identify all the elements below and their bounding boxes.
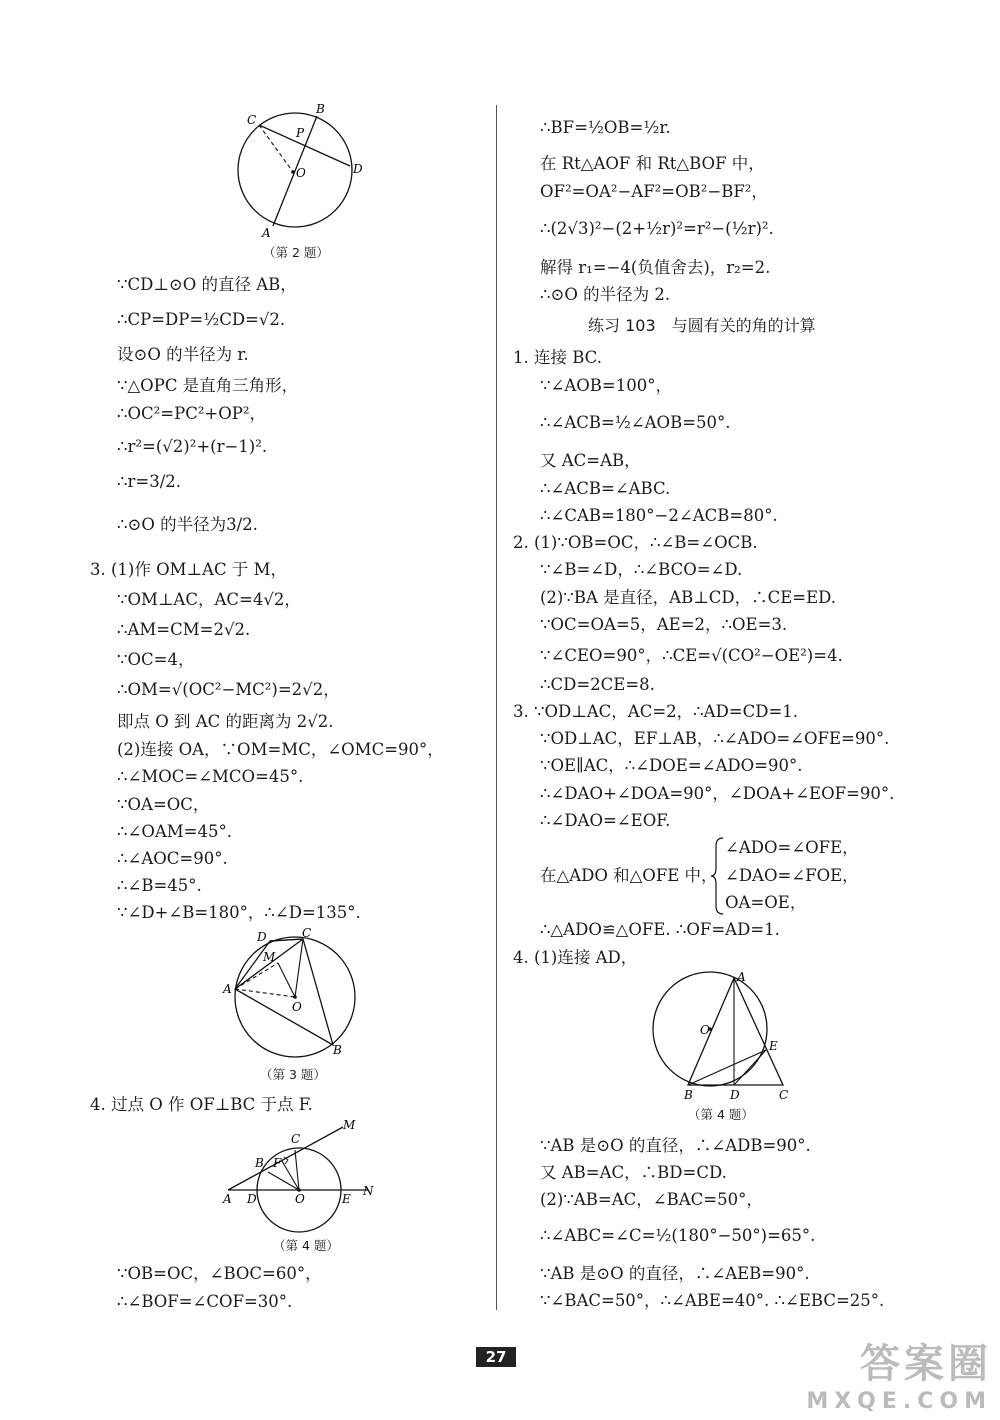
fig4l-label-C: C bbox=[291, 1132, 301, 1146]
text-line: ∴∠CAB=180°−2∠ACB=80°. bbox=[540, 506, 778, 525]
brace-prefix: 在△ADO 和△OFE 中， bbox=[540, 866, 718, 885]
text-line: ∴∠BOF=∠COF=30°. bbox=[117, 1292, 293, 1311]
fig2-label-C: C bbox=[247, 113, 257, 127]
text-line: ∵∠AOB=100°， bbox=[540, 376, 672, 395]
brace-line: ∠DAO=∠FOE， bbox=[725, 866, 859, 885]
text-line: ∴∠OAM=45°. bbox=[117, 822, 232, 841]
text-line: ∴△ADO≌△OFE. ∴OF=AD=1. bbox=[540, 920, 780, 939]
brace-line: ∠ADO=∠OFE， bbox=[725, 838, 859, 857]
fig3-label-M: M bbox=[263, 950, 276, 964]
fig2-label-O: O bbox=[296, 166, 306, 180]
question-2: 2. (1)∵OB=OC，∴∠B=∠OCB. bbox=[513, 533, 758, 552]
fig4l-label-D: D bbox=[247, 1192, 257, 1206]
text-line: (2)连接 OA，∵OM=MC，∠OMC=90°， bbox=[117, 740, 444, 759]
text-line: ∴∠B=45°. bbox=[117, 876, 202, 895]
watermark-logo bbox=[806, 1332, 992, 1414]
text-line: ∴∠ABC=∠C=½(180°−50°)=65°. bbox=[540, 1226, 816, 1245]
question-3: 3. (1)作 OM⊥AC 于 M， bbox=[90, 560, 287, 579]
text-line: (2)∵BA 是直径，AB⊥CD，∴CE=ED. bbox=[540, 588, 836, 607]
text-line: ∴(2√3)²−(2+½r)²=r²−(½r)². bbox=[540, 219, 774, 238]
watermark-line-1: 答案圈 bbox=[860, 1341, 992, 1387]
fig4r-label-A: A bbox=[737, 970, 746, 984]
text-line: ∵OC=4， bbox=[117, 650, 195, 669]
question-3: 3. ∵OD⊥AC，AC=2，∴AD=CD=1. bbox=[513, 702, 799, 721]
fig4l-label-F: F bbox=[273, 1156, 282, 1170]
fig4l-label-E: E bbox=[342, 1192, 351, 1206]
brace-line: OA=OE， bbox=[725, 893, 807, 912]
fig4r-label-D: D bbox=[730, 1088, 740, 1102]
text-line: ∵∠CEO=90°，∴CE=√(CO²−OE²)=4. bbox=[540, 646, 843, 665]
brace-icon bbox=[710, 836, 726, 916]
text-line: 在 Rt△AOF 和 Rt△BOF 中， bbox=[540, 154, 765, 173]
text-line: ∴CD=2CE=8. bbox=[540, 675, 655, 694]
fig2-label-B: B bbox=[316, 102, 325, 116]
fig3-label-A: A bbox=[223, 982, 232, 996]
column-divider bbox=[496, 105, 497, 1310]
text-line: 又 AB=AC，∴BD=CD. bbox=[540, 1163, 727, 1182]
figure-2-caption: （第 2 题） bbox=[263, 245, 329, 260]
fig2-label-D: D bbox=[353, 162, 363, 176]
fig4l-label-M: M bbox=[343, 1118, 356, 1132]
fig4r-label-E: E bbox=[769, 1039, 778, 1053]
fig4l-label-N: N bbox=[363, 1184, 374, 1198]
fig4r-label-C: C bbox=[779, 1088, 789, 1102]
text-line: ∵∠BAC=50°，∴∠ABE=40°. ∴∠EBC=25°. bbox=[540, 1291, 885, 1310]
question-4: 4. (1)连接 AD， bbox=[513, 948, 638, 967]
text-line: ∴∠AOC=90°. bbox=[117, 849, 228, 868]
text-line: 又 AC=AB， bbox=[540, 451, 641, 470]
text-line: OF²=OA²−AF²=OB²−BF²， bbox=[540, 182, 768, 201]
text-line: ∴∠ACB=½∠AOB=50°. bbox=[540, 413, 731, 432]
figure-4-right-caption: （第 4 题） bbox=[688, 1107, 754, 1122]
fig3-label-C: C bbox=[302, 926, 312, 940]
figure-3-circle bbox=[218, 925, 368, 1065]
text-line: ∴r=3/2. bbox=[117, 472, 182, 491]
text-line: ∵∠B=∠D，∴∠BCO=∠D. bbox=[540, 560, 743, 579]
fig4r-label-O: O bbox=[700, 1023, 710, 1037]
text-line: ∴∠MOC=∠MCO=45°. bbox=[117, 767, 304, 786]
fig3-label-O: O bbox=[292, 1000, 302, 1014]
text-line: ∴AM=CM=2√2. bbox=[117, 620, 251, 639]
figure-3-caption: （第 3 题） bbox=[260, 1067, 326, 1082]
text-line: ∴⊙O 的半径为3/2. bbox=[117, 515, 258, 534]
text-line: ∴∠DAO=∠EOF. bbox=[540, 811, 671, 830]
text-line: ∵OB=OC，∠BOC=60°， bbox=[117, 1264, 322, 1283]
figure-4-left-caption: （第 4 题） bbox=[273, 1238, 339, 1253]
text-line: ∴OM=√(OC²−MC²)=2√2， bbox=[117, 680, 340, 699]
page-number: 27 bbox=[476, 1347, 516, 1367]
text-line: ∵OD⊥AC，EF⊥AB，∴∠ADO=∠OFE=90°. bbox=[540, 729, 890, 748]
fig3-label-D: D bbox=[257, 930, 267, 944]
question-4: 4. 过点 O 作 OF⊥BC 于点 F. bbox=[90, 1095, 313, 1114]
fig4l-label-A: A bbox=[223, 1192, 232, 1206]
text-line: ∵△OPC 是直角三角形， bbox=[117, 376, 299, 395]
text-line: ∵OA=OC， bbox=[117, 795, 210, 814]
text-line: ∵OC=OA=5，AE=2，∴OE=3. bbox=[540, 615, 788, 634]
text-line: ∴BF=½OB=½r. bbox=[540, 118, 671, 137]
watermark-line-2: MXQE.COM bbox=[806, 1389, 992, 1414]
figure-4-right bbox=[648, 968, 798, 1108]
text-line: ∵OE∥AC，∴∠DOE=∠ADO=90°. bbox=[540, 756, 803, 775]
text-line: ∵CD⊥⊙O 的直径 AB， bbox=[117, 275, 297, 294]
text-line: ∴∠ACB=∠ABC. bbox=[540, 479, 671, 498]
text-line: (2)∵AB=AC，∠BAC=50°， bbox=[540, 1190, 763, 1209]
figure-4-left bbox=[218, 1115, 383, 1235]
text-line: ∵OM⊥AC，AC=4√2， bbox=[117, 590, 301, 609]
fig4r-label-B: B bbox=[684, 1088, 693, 1102]
question-1: 1. 连接 BC. bbox=[513, 348, 602, 367]
text-line: ∵AB 是⊙O 的直径，∴∠AEB=90°. bbox=[540, 1264, 810, 1283]
fig4l-label-O: O bbox=[295, 1192, 305, 1206]
fig2-label-A: A bbox=[262, 226, 271, 240]
text-line: 解得 r₁=−4(负值舍去)，r₂=2. bbox=[540, 258, 771, 277]
fig4l-label-B: B bbox=[255, 1156, 264, 1170]
text-line: ∴r²=(√2)²+(r−1)². bbox=[117, 437, 268, 456]
text-line: 设⊙O 的半径为 r. bbox=[117, 345, 249, 364]
text-line: ∵∠D+∠B=180°，∴∠D=135°. bbox=[117, 903, 361, 922]
text-line: ∴⊙O 的半径为 2. bbox=[540, 285, 671, 304]
text-line: 即点 O 到 AC 的距离为 2√2. bbox=[117, 712, 334, 731]
text-line: ∴∠DAO+∠DOA=90°，∠DOA+∠EOF=90°. bbox=[540, 784, 895, 803]
text-line: ∵AB 是⊙O 的直径，∴∠ADB=90°. bbox=[540, 1136, 811, 1155]
section-title: 练习 103 与圆有关的角的计算 bbox=[588, 316, 816, 335]
text-line: ∴CP=DP=½CD=√2. bbox=[117, 310, 286, 329]
text-line: ∴OC²=PC²+OP²， bbox=[117, 404, 266, 423]
fig2-label-P: P bbox=[296, 126, 305, 140]
fig3-label-B: B bbox=[333, 1043, 342, 1057]
figure-2-circle bbox=[225, 100, 365, 242]
